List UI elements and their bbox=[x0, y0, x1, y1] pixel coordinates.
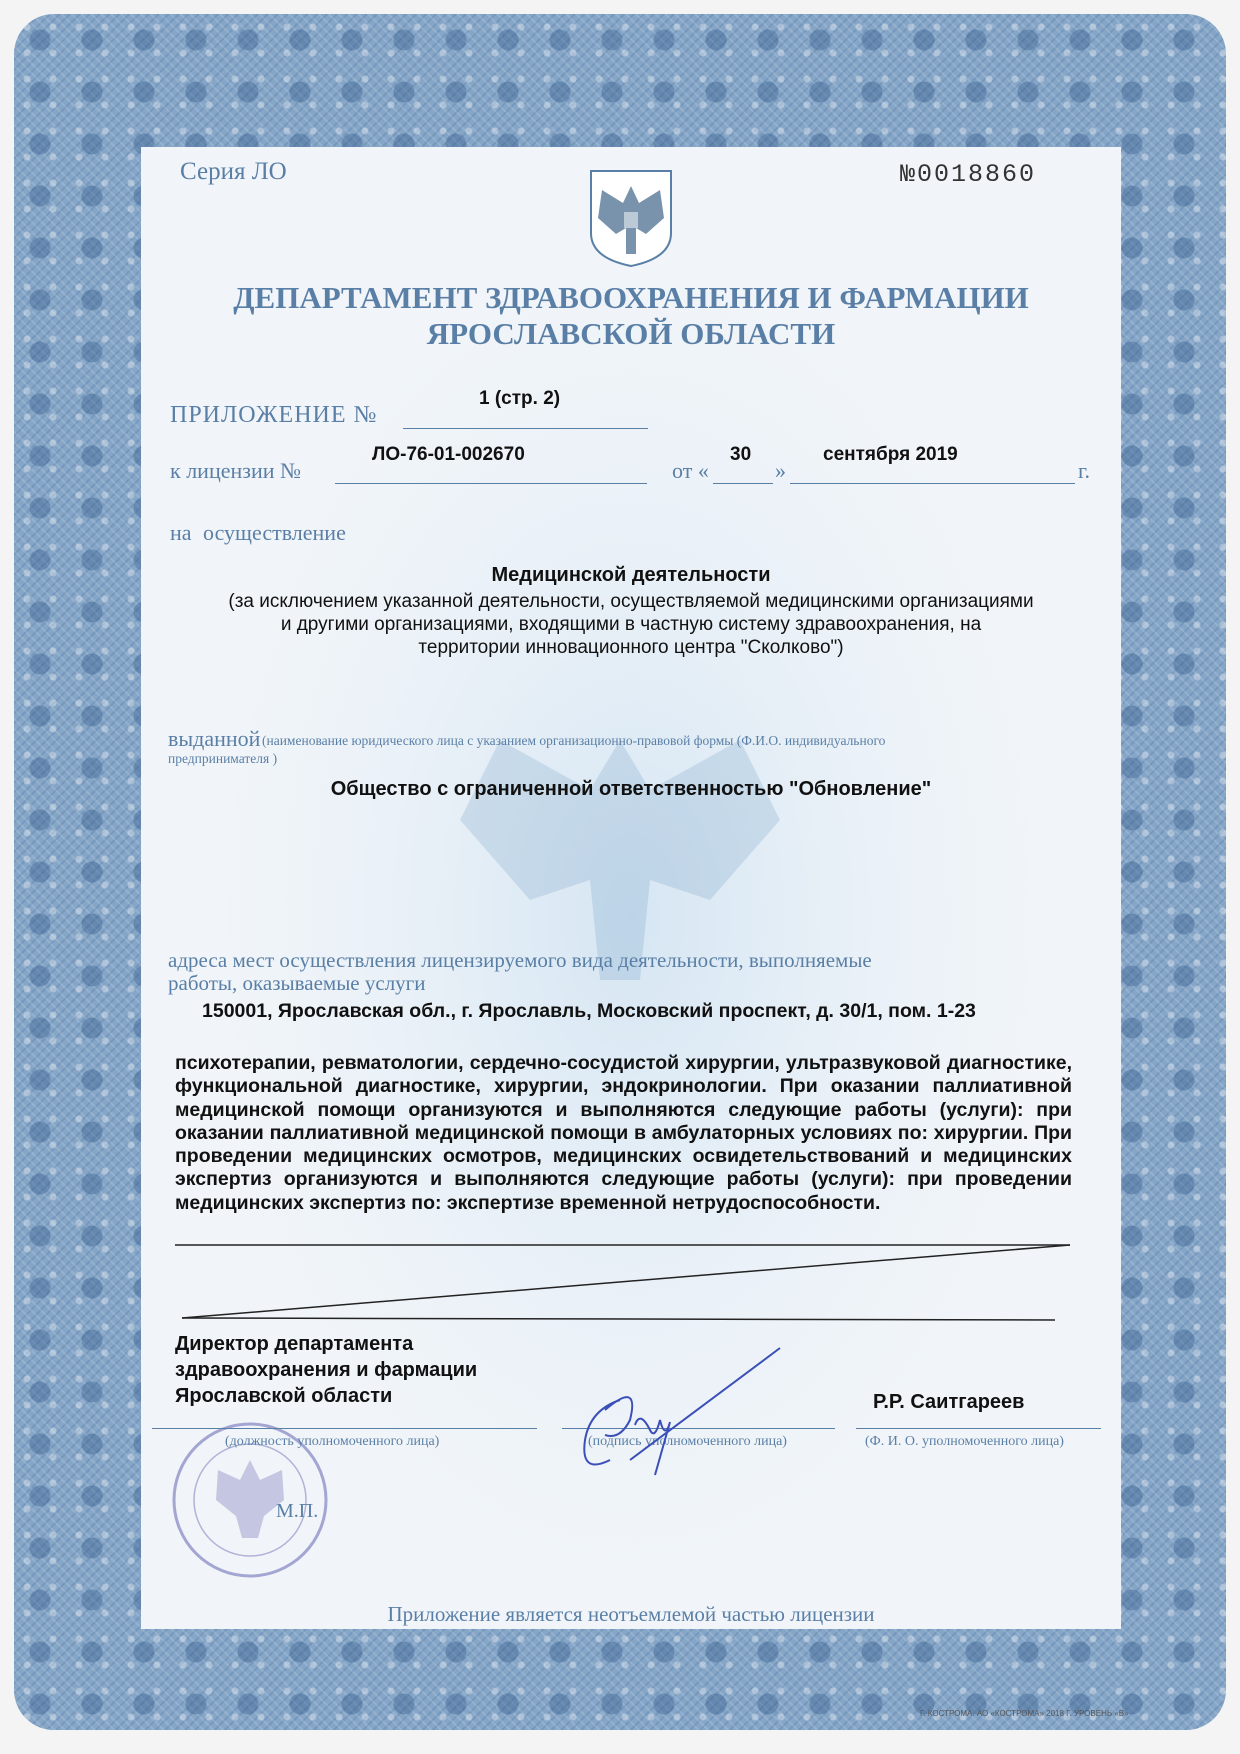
printer-imprint: Г. КОСТРОМА. АО «КОСТРОМА» 2018 Г. УРОВЕНЬ «В» bbox=[920, 1709, 1129, 1718]
handwritten-signature bbox=[560, 1340, 790, 1480]
activity-note-3: территории инновационного центра "Сколково") bbox=[418, 637, 844, 658]
title-line-1: ДЕПАРТАМЕНТ ЗДРАВООХРАНЕНИЯ И ФАРМАЦИИ bbox=[233, 280, 1029, 315]
issued-hint-2: предпринимателя ) bbox=[168, 751, 278, 766]
license-day: 30 bbox=[730, 444, 752, 465]
signatory-position-1: Директор департамента bbox=[175, 1333, 414, 1355]
address-label-1: адреса мест осуществления лицензируемого вида деятельности, выполняемые bbox=[168, 948, 872, 972]
license-date-from: от « bbox=[672, 458, 709, 483]
appendix-label: ПРИЛОЖЕНИЕ № bbox=[170, 402, 378, 428]
year-suffix: г. bbox=[1078, 458, 1091, 483]
activity-name: Медицинской деятельности bbox=[491, 564, 771, 586]
signatory-position-2: здравоохранения и фармации bbox=[175, 1359, 478, 1381]
name-line bbox=[856, 1428, 1101, 1429]
issued-hint: (наименование юридического лица с указанием организационно-правовой формы (Ф.И.О. индивидуального bbox=[262, 733, 886, 748]
activity-note-1: (за исключением указанной деятельности, осуществляемой медицинскими организациями bbox=[228, 591, 1034, 612]
issued-label: выданной bbox=[168, 726, 261, 751]
organization-name: Общество с ограниченной ответственностью "Обновление" bbox=[330, 778, 932, 800]
position-line bbox=[152, 1428, 537, 1429]
activity-note-2: и другими организациями, входящими в частную систему здравоохранения, на bbox=[280, 614, 982, 635]
signatory-name: Р.Р. Саитгареев bbox=[873, 1391, 1025, 1413]
appendix-number: 1 (стр. 2) bbox=[479, 388, 561, 409]
caption-name: (Ф. И. О. уполномоченного лица) bbox=[865, 1434, 1064, 1449]
coat-of-arms-icon bbox=[588, 168, 674, 268]
address-value: 150001, Ярославская обл., г. Ярославль, Московский проспект, д. 30/1, пом. 1-23 bbox=[202, 1000, 976, 1022]
title-line-2: ЯРОСЛАВСКОЙ ОБЛАСТИ bbox=[426, 316, 836, 351]
license-date-close: » bbox=[775, 458, 786, 483]
services-text: психотерапии, ревматологии, сердечно-сосудистой хирургии, ультразвуковой диагностике, функциональной диагностике, хирургии, эндокринологии. При оказании паллиативной медицинской помощи организуются и выполняются следующие работы (услуги): при оказании паллиативной медицинской помощи в амбулаторных условиях по: хирургии. При проведении медицинских осмотров, медицинских освидетельствований и медицинских экспертиз организуются и выполняются следующие работы (услуги): при проведении медицинских экспертиз по: экспертизе временной нетрудоспособности. bbox=[175, 1052, 1072, 1214]
series-label: Серия ЛО bbox=[180, 158, 287, 185]
footer-note: Приложение является неотъемлемой частью лицензии bbox=[387, 1602, 875, 1626]
license-label: к лицензии № bbox=[170, 458, 301, 483]
address-label-2: работы, оказываемые услуги bbox=[168, 971, 426, 995]
form-number: №0018860 bbox=[900, 160, 1037, 189]
signatory-position-3: Ярославской области bbox=[175, 1385, 393, 1407]
stamp-place-label: М.П. bbox=[276, 1500, 319, 1522]
blank-cancel-lines bbox=[170, 1238, 1075, 1328]
caption-signature: (подпись уполномоченного лица) bbox=[588, 1434, 787, 1449]
license-month-year: сентября 2019 bbox=[823, 444, 958, 465]
caption-position: (должность уполномоченного лица) bbox=[225, 1434, 440, 1449]
license-number: ЛО-76-01-002670 bbox=[372, 444, 525, 465]
activity-label: на осуществление bbox=[170, 520, 346, 545]
